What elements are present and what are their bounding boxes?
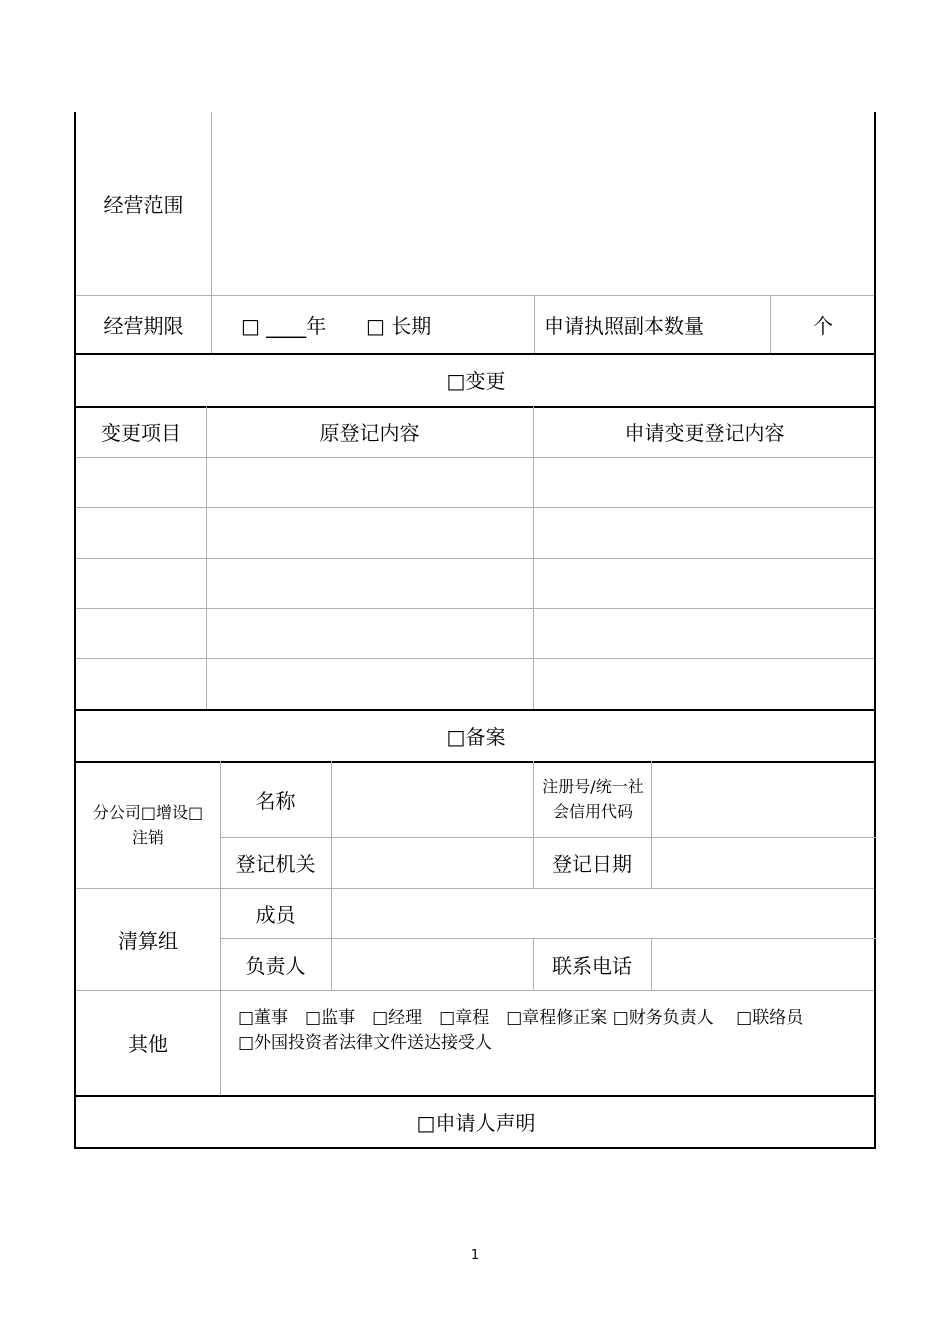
change-column-header: 变更项目 — [101, 421, 181, 445]
branch-authority-label: 登记机关 — [235, 852, 316, 876]
phone-label: 联系电话 — [552, 953, 632, 978]
term-label: 经营期限 — [103, 313, 184, 338]
branch-reg-no-label: 注册号/统一社会信用代码 — [542, 777, 644, 821]
record-section-checkbox[interactable]: □备案 — [446, 724, 506, 749]
branch-date-input[interactable] — [651, 837, 876, 888]
term-long-checkbox[interactable]: □ 长期 — [366, 313, 432, 338]
copies-unit: 个 — [813, 313, 833, 338]
branch-authority-input[interactable] — [331, 837, 533, 888]
page-number: 1 — [470, 1248, 480, 1263]
divider — [76, 457, 874, 458]
scope-label: 经营范围 — [103, 193, 184, 217]
table-row — [76, 608, 874, 609]
leader-label: 负责人 — [245, 953, 306, 978]
registration-form — [74, 112, 876, 1149]
term-years-checkbox[interactable]: □ ____年 — [241, 313, 327, 338]
table-row — [76, 558, 874, 559]
copies-label: 申请执照副本数量 — [544, 313, 704, 338]
other-options-line1[interactable]: □董事 □监事 □经理 □章程 □章程修正案 □财务负责人 □联络员 — [238, 1008, 804, 1028]
change-section-checkbox[interactable]: □变更 — [446, 369, 506, 393]
change-column-header: 原登记内容 — [319, 421, 420, 445]
other-options-line2[interactable]: □外国投资者法律文件送达接受人 — [238, 1033, 493, 1053]
leader-input[interactable] — [331, 938, 533, 990]
branch-reg-no-input[interactable] — [651, 761, 876, 837]
other-label: 其他 — [128, 1032, 168, 1056]
other-options[interactable] — [228, 1006, 870, 1056]
scope-input[interactable] — [211, 112, 876, 295]
table-row — [76, 658, 874, 659]
phone-input[interactable] — [651, 938, 876, 990]
members-input[interactable] — [331, 888, 876, 938]
liquidation-label: 清算组 — [118, 928, 178, 953]
branch-label: 分公司□增设□注销 — [92, 802, 204, 847]
members-label: 成员 — [255, 902, 296, 927]
change-column-header: 申请变更登记内容 — [624, 421, 785, 445]
branch-name-label: 名称 — [255, 788, 296, 813]
divider — [211, 112, 212, 353]
table-row — [76, 507, 874, 508]
branch-date-label: 登记日期 — [552, 852, 632, 876]
branch-name-input[interactable] — [331, 761, 533, 837]
declaration-checkbox[interactable]: □申请人声明 — [416, 1110, 536, 1135]
